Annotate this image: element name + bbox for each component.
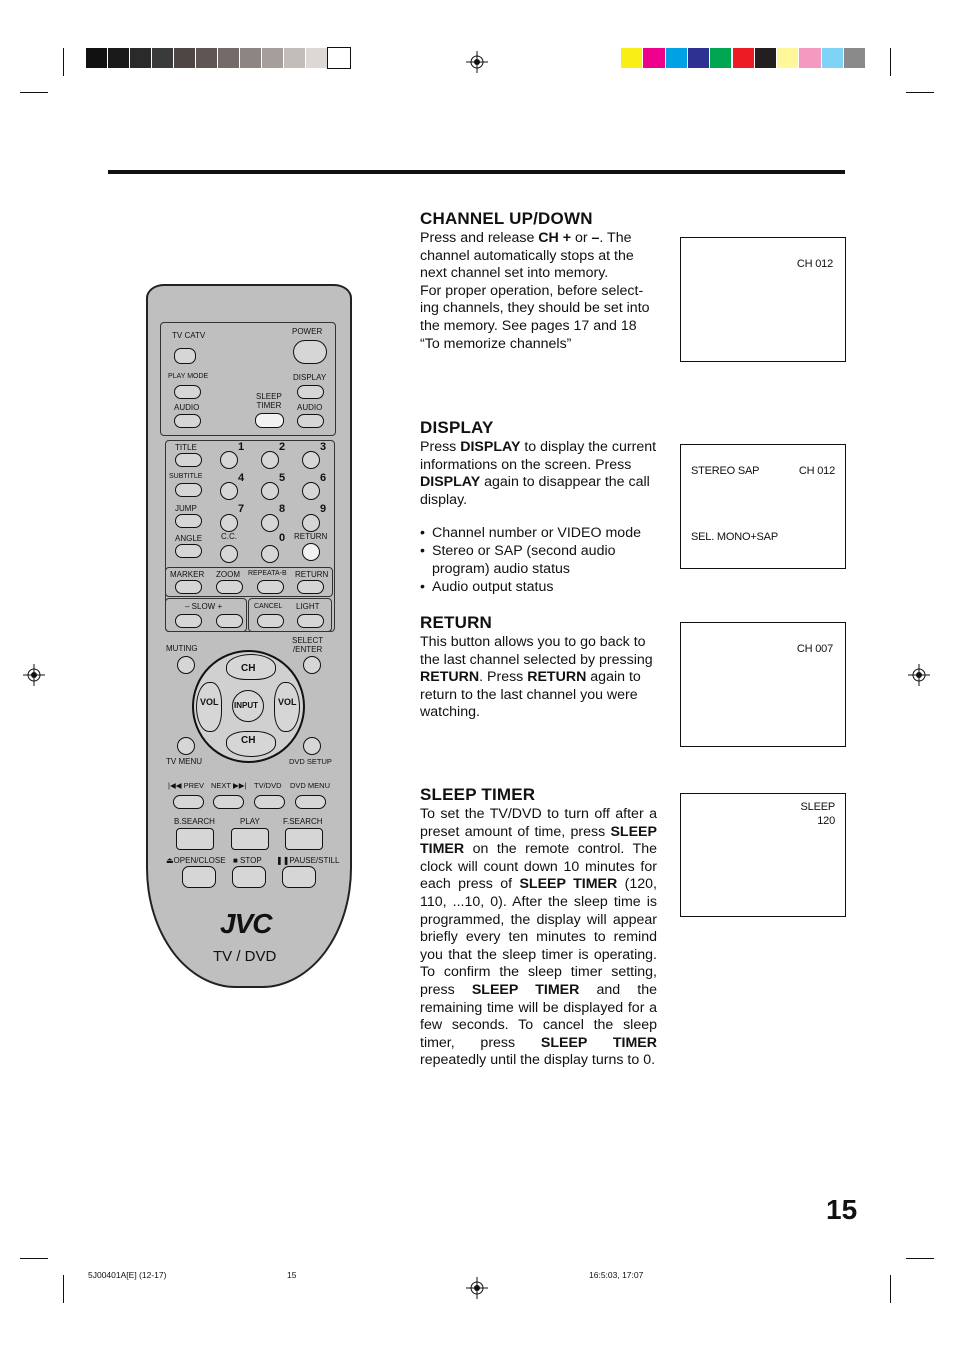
angle-label: ANGLE [175, 534, 203, 543]
return-body: This button allows you to go back to the last channel selected by pressing RETURN. Press RETURN again to return to the last channel you were watching. [420, 634, 653, 721]
color-swatch [621, 48, 643, 68]
model-label: TV / DVD [213, 948, 277, 965]
digit-3-button[interactable] [302, 451, 320, 469]
digit-4-button[interactable] [220, 482, 238, 500]
marker-button[interactable] [175, 580, 202, 594]
color-swatch [174, 48, 196, 68]
return-button[interactable] [302, 543, 320, 561]
channel-osd: CH 012 [796, 258, 833, 270]
sleep-osd-value: 120 [817, 815, 835, 827]
page-number: 15 [826, 1194, 858, 1225]
play-mode-label: PLAY MODE [168, 373, 209, 380]
digit-0-label: 0 [279, 532, 286, 544]
display-osd-output: SEL. MONO+SAP [691, 531, 778, 543]
crop-mark [63, 1275, 64, 1303]
repeat-button[interactable] [257, 580, 284, 594]
color-swatch [666, 48, 688, 68]
stop-button[interactable] [232, 866, 266, 888]
display-osd-channel: CH 012 [798, 465, 835, 477]
color-swatch [688, 48, 710, 68]
bsearch-button[interactable] [176, 828, 214, 850]
color-swatch [643, 48, 665, 68]
digit-6-label: 6 [320, 472, 327, 484]
pausestill-label: ❚❚PAUSE/STILL [276, 856, 340, 865]
audio-right-label: AUDIO [297, 403, 323, 412]
digit-9-button[interactable] [302, 514, 320, 532]
ch-up-label: CH [241, 663, 256, 674]
footer-page: 15 [287, 1270, 297, 1280]
display-heading: DISPLAY [420, 418, 494, 437]
crop-mark [906, 1258, 934, 1259]
color-swatch [777, 48, 799, 68]
digit-7-button[interactable] [220, 514, 238, 532]
sleep-osd-label: SLEEP [800, 801, 835, 813]
audio-left-label: AUDIO [174, 403, 200, 412]
select-label: SELECT /ENTER [292, 636, 324, 654]
color-swatch [240, 48, 262, 68]
digit-5-button[interactable] [261, 482, 279, 500]
vol-left-button[interactable] [196, 682, 222, 732]
digit-2-button[interactable] [261, 451, 279, 469]
display-bullet-item: • Channel number or VIDEO mode [420, 524, 660, 542]
cc-label: C.C. [221, 532, 237, 541]
display-osd-audio: STEREO SAP [691, 465, 760, 477]
digit-5-label: 5 [279, 472, 286, 484]
color-swatch [196, 48, 218, 68]
color-swatch [218, 48, 240, 68]
digit-1-label: 1 [238, 441, 245, 453]
angle-button[interactable] [175, 544, 202, 558]
return2-button[interactable] [297, 580, 324, 594]
sleep-heading: SLEEP TIMER [420, 785, 536, 804]
ch-down-label: CH [241, 735, 256, 746]
openclose-button[interactable] [182, 866, 216, 888]
return-osd: CH 007 [796, 643, 833, 655]
color-swatch [152, 48, 174, 68]
slow-plus-button[interactable] [216, 614, 243, 628]
cancel-button[interactable] [257, 614, 284, 628]
digit-0-button[interactable] [261, 545, 279, 563]
digit-1-button[interactable] [220, 451, 238, 469]
registration-mark-icon [23, 664, 45, 686]
dvdmenu-label: DVD MENU [290, 781, 331, 790]
subtitle-button[interactable] [175, 483, 202, 497]
subtitle-label: SUBTITLE [169, 473, 203, 480]
footer-code: 5J00401A[E] (12-17) [88, 1270, 167, 1280]
next-button[interactable] [213, 795, 244, 809]
return-label: RETURN [294, 532, 328, 541]
tv-catv-switch[interactable] [174, 348, 196, 364]
vol-right-button[interactable] [274, 682, 300, 732]
digit-2-label: 2 [279, 441, 286, 453]
light-label: LIGHT [296, 602, 320, 611]
tvdvd-label: TV/DVD [254, 781, 282, 790]
title-button[interactable] [175, 453, 202, 467]
play-button[interactable] [231, 828, 269, 850]
fsearch-label: F.SEARCH [283, 817, 323, 826]
title-label: TITLE [175, 443, 197, 452]
bsearch-label: B.SEARCH [174, 817, 215, 826]
stop-label: ■ STOP [233, 856, 262, 865]
crop-mark [63, 48, 64, 76]
audio-left-button[interactable] [174, 414, 201, 428]
openclose-label: ⏏OPEN/CLOSE [166, 856, 226, 865]
display-bullet-item: • Audio output status [420, 578, 660, 596]
return2-label: RETURN [295, 570, 329, 579]
return-heading: RETURN [420, 613, 493, 632]
muting-button[interactable] [177, 656, 195, 674]
color-swatch [284, 48, 306, 68]
brand-logo: JVC [220, 908, 272, 939]
slow-minus-button[interactable] [175, 614, 202, 628]
footer-timestamp: 16:5:03, 17:07 [589, 1270, 644, 1280]
crop-mark [20, 1258, 48, 1259]
vol-left-label: VOL [200, 697, 219, 707]
prev-button[interactable] [173, 795, 204, 809]
color-swatch [844, 48, 866, 68]
jump-button[interactable] [175, 514, 202, 528]
dvdmenu-button[interactable] [295, 795, 326, 809]
channel-body: Press and release CH + or –. The channel automatically stops at the next channel set into memory. For proper operation, before select-ing channels, they should be set into the memory. See pages 17 and 18 “To memorize channels” [420, 230, 650, 352]
display-button[interactable] [297, 385, 324, 399]
slow-label: – SLOW + [185, 602, 223, 611]
color-swatch [733, 48, 755, 68]
tv-catv-label: TV CATV [172, 331, 206, 340]
color-swatch [755, 48, 777, 68]
color-swatch [328, 48, 350, 68]
tv-menu-label: TV MENU [166, 757, 202, 766]
crop-mark [20, 92, 48, 93]
digit-8-label: 8 [279, 503, 286, 515]
digit-4-label: 4 [238, 472, 245, 484]
input-label: INPUT [234, 701, 258, 710]
digit-3-label: 3 [320, 441, 327, 453]
registration-mark-icon [466, 51, 488, 73]
header-rule [108, 170, 845, 174]
marker-label: MARKER [170, 570, 205, 579]
tv-menu-button[interactable] [177, 737, 195, 755]
registration-mark-icon [908, 664, 930, 686]
color-swatch [86, 48, 108, 68]
channel-heading: CHANNEL UP/DOWN [420, 209, 593, 228]
display-bullet-item: • Stereo or SAP (second audio program) audio status [420, 542, 660, 578]
channel-screen [680, 237, 846, 362]
display-screen [680, 444, 846, 569]
crop-mark [906, 92, 934, 93]
cancel-label: CANCEL [254, 603, 283, 610]
jump-label: JUMP [175, 504, 197, 513]
sleep-timer-button[interactable] [255, 413, 284, 428]
digit-9-label: 9 [320, 503, 327, 515]
sleep-body: To set the TV/DVD to turn off after a preset amount of time, press SLEEP TIMER on the remote control. The clock will count down 10 minutes for each press of SLEEP TIMER (120, 110, ...10, 0). After the sleep time is programmed, the display will appear briefly every ten minutes to remind you that the sleep timer is operating. To confirm the sleep timer setting, press SLEEP TIMER and the remaining time will be displayed for a few seconds. To cancel the sleep timer, press SLEEP TIMER repeatedly until the display turns to 0. [420, 806, 658, 1069]
zoom-label: ZOOM [216, 570, 240, 579]
color-swatch [822, 48, 844, 68]
registration-mark-icon [466, 1277, 488, 1299]
zoom-button[interactable] [216, 580, 243, 594]
power-label: POWER [292, 327, 323, 336]
dvd-setup-button[interactable] [303, 737, 321, 755]
digit-8-button[interactable] [261, 514, 279, 532]
color-swatch [306, 48, 328, 68]
sleep-timer-label: SLEEP TIMER [256, 392, 282, 410]
crop-mark [890, 1275, 891, 1303]
repeat-label: REPEATA-B [248, 570, 287, 577]
cc-button[interactable] [220, 545, 238, 563]
pausestill-button[interactable] [282, 866, 316, 888]
color-swatch [262, 48, 284, 68]
tvdvd-button[interactable] [254, 795, 285, 809]
digit-6-button[interactable] [302, 482, 320, 500]
dvd-setup-label: DVD SETUP [289, 757, 332, 766]
color-swatch [799, 48, 821, 68]
audio-right-button[interactable] [297, 414, 324, 428]
play-mode-button[interactable] [174, 385, 201, 399]
display-body: Press DISPLAY to display the current informations on the screen. Press DISPLAY again to disappear the call display. [420, 439, 657, 508]
digit-7-label: 7 [238, 503, 245, 515]
display-label: DISPLAY [293, 373, 327, 382]
prev-label: |◀◀ PREV [168, 781, 204, 790]
color-swatch [108, 48, 130, 68]
next-label: NEXT ▶▶| [211, 781, 247, 790]
vol-right-label: VOL [278, 697, 297, 707]
color-swatch [710, 48, 732, 68]
muting-label: MUTING [166, 644, 198, 653]
play-label: PLAY [240, 817, 260, 826]
display-bullet-list [420, 524, 660, 596]
select-button[interactable] [303, 656, 321, 674]
sleep-screen [680, 793, 846, 917]
crop-mark [890, 48, 891, 76]
power-button[interactable] [293, 340, 327, 364]
light-button[interactable] [297, 614, 324, 628]
return-screen [680, 622, 846, 747]
color-swatch [130, 48, 152, 68]
fsearch-button[interactable] [285, 828, 323, 850]
